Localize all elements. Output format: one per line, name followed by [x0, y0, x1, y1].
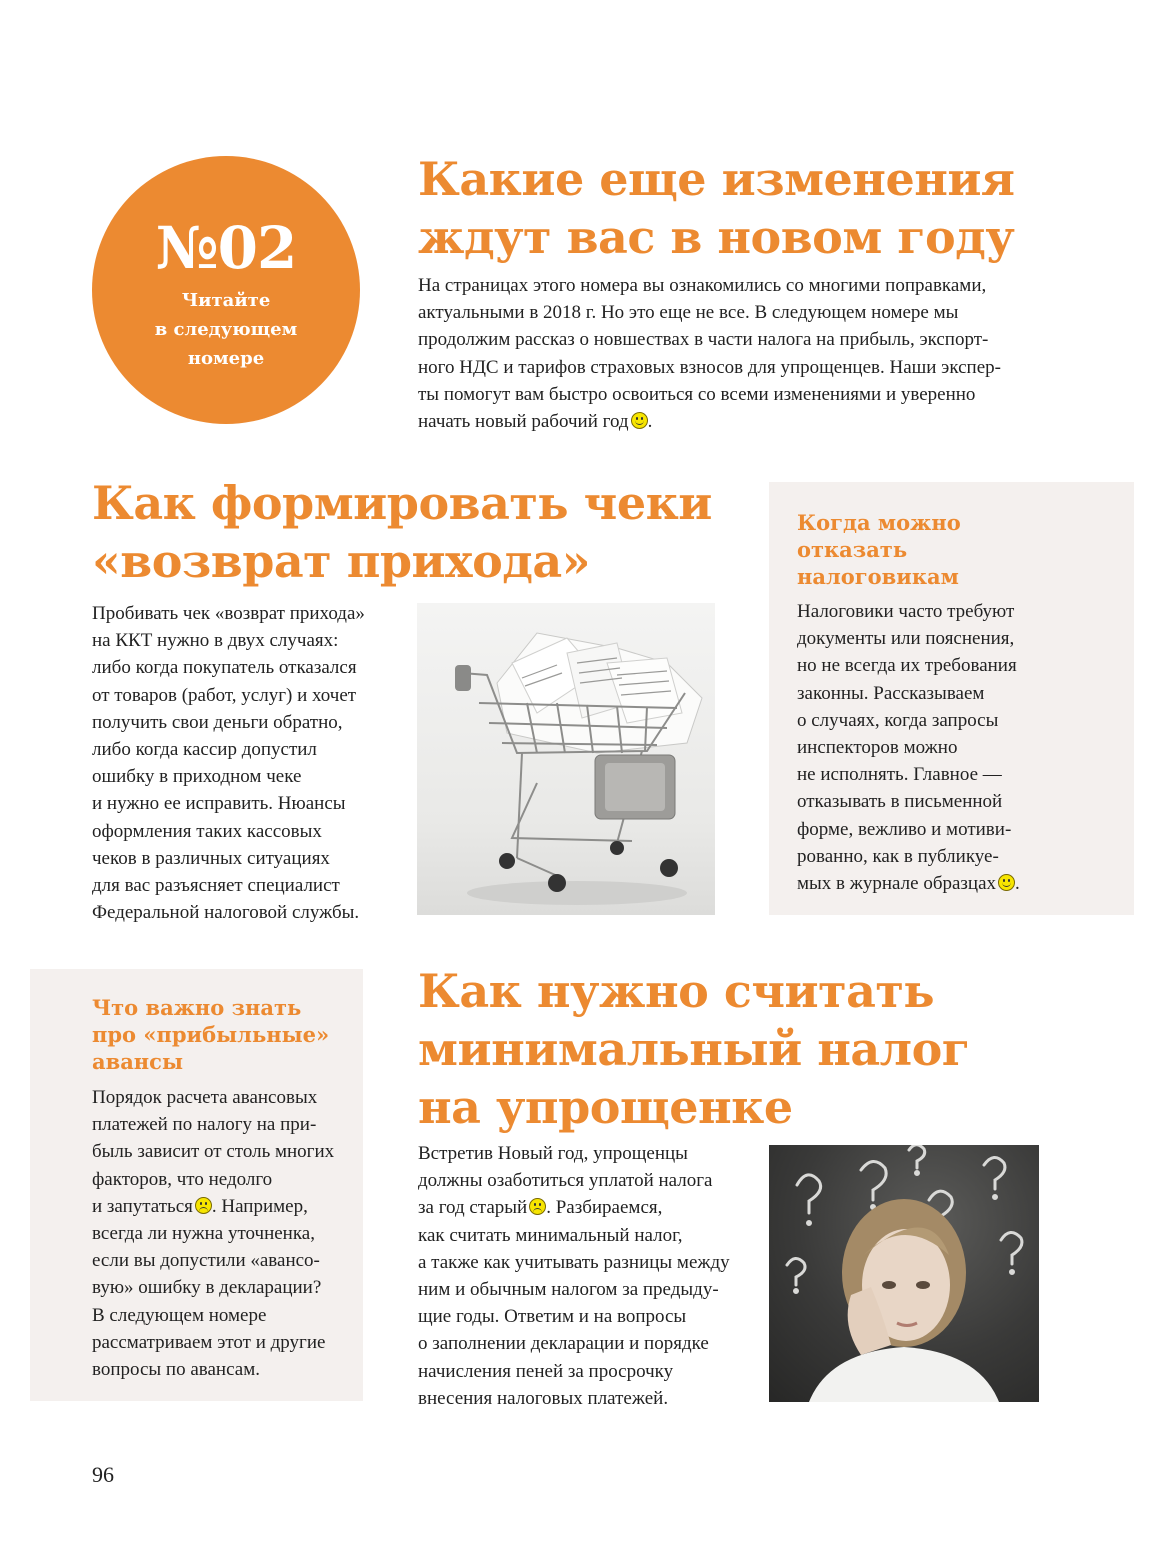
shopping-cart-photo	[417, 603, 715, 915]
thinking-girl-photo	[769, 1145, 1039, 1402]
intro-text-body: На страницах этого номера вы ознакомились со многими поправками, актуальными в 2018 г. Но это еще не все. В следующем номере мы продолжим рассказ о новшествах в части налога на прибыль, экспорт- ного НДС и тарифов страховых взносов для упрощенцев. Наши экспер- ты помогут вам быстро освоиться со всеми изменениями и уверенно начать новый рабочий год	[418, 275, 1001, 433]
receipts-title: Как формировать чеки «возврат прихода»	[92, 476, 712, 588]
receipts-text: Пробивать чек «возврат прихода» на ККТ нужно в двух случаях: либо когда покупатель отказался от товаров (работ, услуг) и хочет получить свои деньги обратно, либо когда кассир допустил ошибку в приходном чеке и нужно ее исправить. Нюансы оформления таких кассовых чеков в различных ситуациях для вас разъясняет специалист Федеральной налоговой службы.	[92, 603, 365, 924]
question-marks-icon	[769, 1145, 1039, 1402]
min-tax-text	[418, 1140, 758, 1412]
advances-text-b: . Например, всегда ли нужна уточненка, если вы допустили «авансо- вую» ошибку в декларации? В следующем номере рассматриваем этот и другие вопросы по авансам.	[92, 1195, 326, 1381]
next-issue-badge	[92, 156, 360, 424]
intro-text	[418, 272, 1138, 435]
intro-title: Какие еще изменения ждут вас в новом году	[418, 152, 1015, 264]
intro-text-end: .	[647, 411, 653, 433]
refuse-title: Когда можно отказать налоговикам	[797, 510, 961, 589]
min-tax-text-a: Встретив Новый год, упрощенцы должны озаботиться уплатой налога за год старый	[418, 1143, 713, 1219]
shopping-cart-icon	[417, 603, 715, 915]
advances-text-a: Порядок расчета авансовых платежей по налогу на при- быль зависит от столь многих факторов, что недолго и запутаться	[92, 1087, 335, 1217]
refuse-text-body: Налоговики часто требуют документы или пояснения, но не всегда их требования законны. Рассказываем о случаях, когда запросы инспекторов можно не исполнять. Главное — отказывать в письменной форме, вежливо и мотиви- рованно, как в публикуе- мых в журнале образцах	[797, 601, 1017, 895]
page-number: 96	[92, 1462, 114, 1487]
smile-icon	[998, 874, 1015, 891]
sad-face-icon	[195, 1197, 212, 1214]
smile-icon	[631, 412, 648, 429]
sad-face-icon	[529, 1198, 546, 1215]
refuse-text-end: .	[1015, 873, 1020, 895]
advances-title: Что важно знать про «прибыльные» авансы	[92, 995, 330, 1074]
issue-number: №02	[155, 214, 297, 282]
min-tax-text-b: . Разбираемся, как считать минимальный налог, а также как учитывать разницы между ним и обычным налогом за предыду- щие годы. Ответим и на вопросы о заполнении декларации и порядке начисления пеней за просрочку внесения налоговых платежей.	[418, 1197, 730, 1409]
advances-text	[92, 1084, 357, 1383]
next-issue-caption: Читайте в следующем номере	[154, 290, 298, 369]
refuse-text	[797, 598, 1127, 897]
min-tax-title: Как нужно считать минимальный налог на упрощенке	[418, 964, 970, 1134]
